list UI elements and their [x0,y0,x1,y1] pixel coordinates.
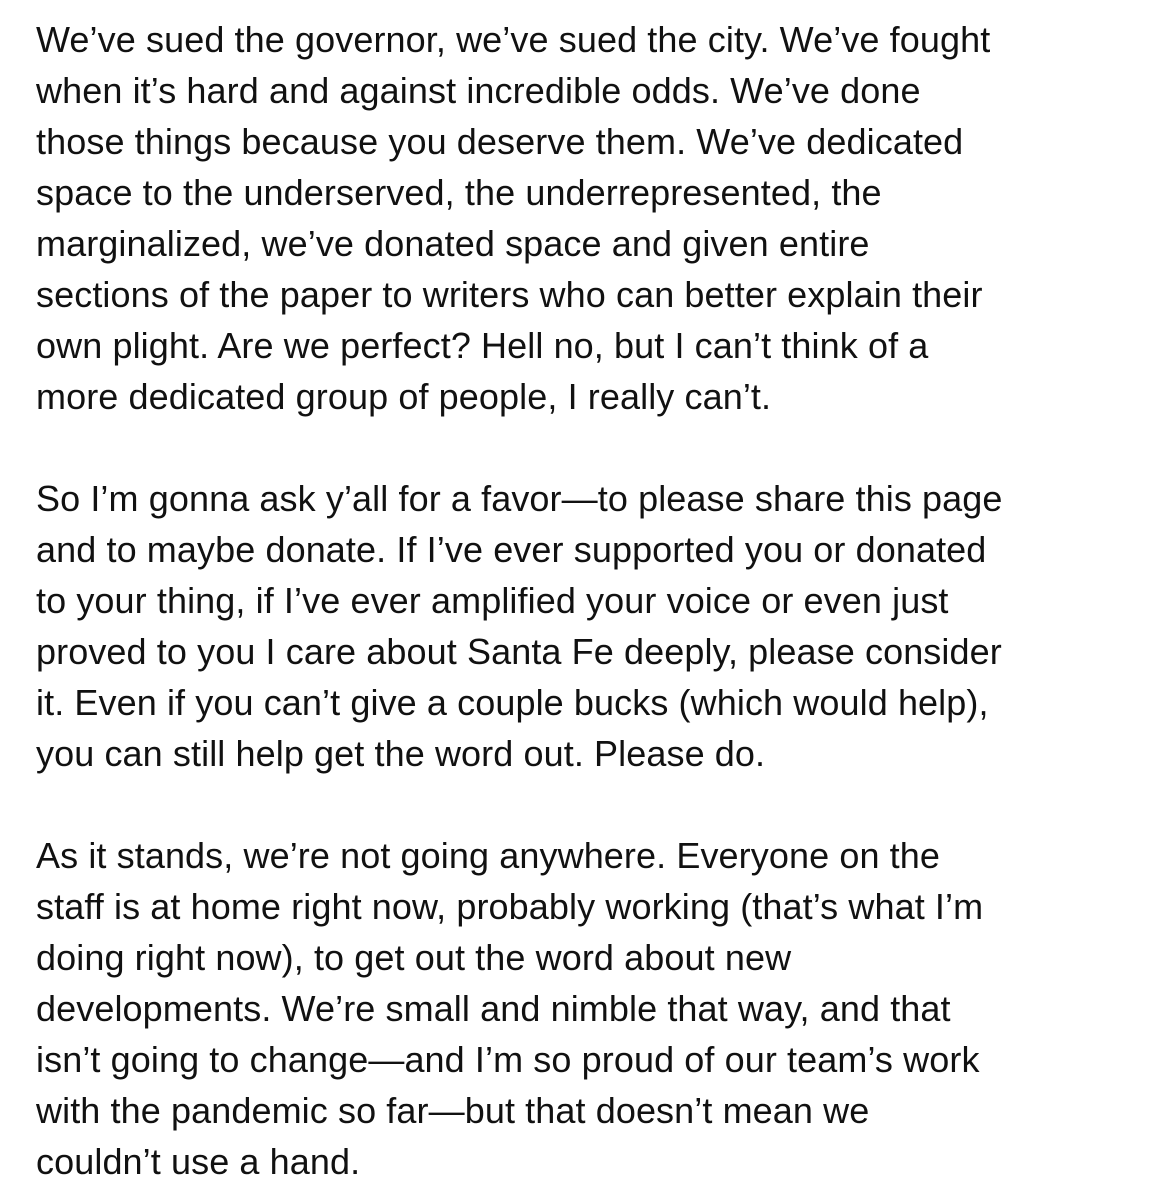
text-line: proved to you I care about Santa Fe deeply, please consider [36,631,1002,672]
paragraph-1 [36,14,1146,422]
text-line: those things because you deserve them. We’ve dedicated [36,121,964,162]
text-line: own plight. Are we perfect? Hell no, but I can’t think of a [36,325,929,366]
text-line: marginalized, we’ve donated space and given entire [36,223,870,264]
text-line: when it’s hard and against incredible odds. We’ve done [36,70,921,111]
text-line: to your thing, if I’ve ever amplified your voice or even just [36,580,949,621]
paragraph-3 [36,830,1146,1187]
paragraph-spacer [36,422,1146,473]
text-line: it. Even if you can’t give a couple bucks (which would help), [36,682,989,723]
text-line: We’ve sued the governor, we’ve sued the city. We’ve fought [36,19,991,60]
text-line: space to the underserved, the underrepresented, the [36,172,882,213]
paragraph-spacer [36,779,1146,830]
text-line: So I’m gonna ask y’all for a favor—to please share this page [36,478,1003,519]
paragraph-2 [36,473,1146,779]
text-line: As it stands, we’re not going anywhere. Everyone on the [36,835,941,876]
text-line: couldn’t use a hand. [36,1141,361,1182]
text-line: sections of the paper to writers who can better explain their [36,274,983,315]
text-line: and to maybe donate. If I’ve ever supported you or donated [36,529,987,570]
text-line: with the pandemic so far—but that doesn’t mean we [36,1090,870,1131]
text-line: doing right now), to get out the word about new [36,937,792,978]
text-line: developments. We’re small and nimble that way, and that [36,988,951,1029]
text-line: isn’t going to change—and I’m so proud of our team’s work [36,1039,980,1080]
document-body [36,14,1146,1187]
text-line: staff is at home right now, probably working (that’s what I’m [36,886,984,927]
text-line: you can still help get the word out. Please do. [36,733,766,774]
text-line: more dedicated group of people, I really can’t. [36,376,772,417]
